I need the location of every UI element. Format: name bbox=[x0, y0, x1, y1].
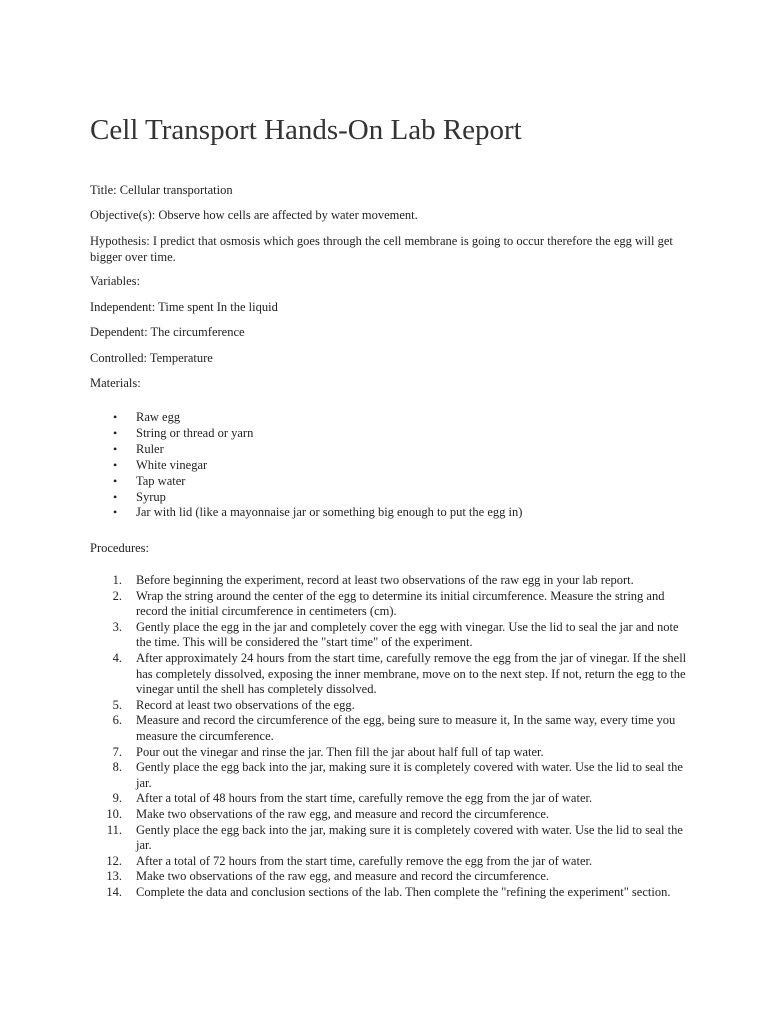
procedures-heading: Procedures: bbox=[90, 541, 150, 555]
material-label: White vinegar bbox=[136, 457, 208, 472]
list-item bbox=[90, 854, 690, 870]
list-item bbox=[90, 885, 690, 901]
step-text: Make two observations of the raw egg, and measure and record the circumference. bbox=[136, 869, 550, 884]
material-label: Tap water bbox=[136, 473, 186, 488]
list-item bbox=[90, 651, 690, 698]
list-item bbox=[90, 573, 690, 589]
list-item bbox=[90, 442, 690, 458]
list-item bbox=[90, 760, 690, 791]
list-item bbox=[90, 823, 690, 854]
independent-variable: Independent: Time spent In the liquid bbox=[90, 300, 278, 314]
step-number: 1. bbox=[112, 573, 122, 587]
objective-line: Objective(s): Observe how cells are affected by water movement. bbox=[90, 208, 418, 222]
step-text: After a total of 48 hours from the start time, carefully remove the egg from the jar of water. bbox=[136, 791, 593, 806]
material-label: Ruler bbox=[136, 441, 164, 456]
procedures-list bbox=[90, 573, 690, 900]
material-label: Jar with lid (like a mayonnaise jar or something big enough to put the egg in) bbox=[136, 505, 523, 520]
material-label: String or thread or yarn bbox=[136, 425, 254, 440]
step-text: Complete the data and conclusion sections of the lab. Then complete the "refining the experiment" section. bbox=[136, 884, 671, 899]
step-text: Gently place the egg in the jar and completely cover the egg with vinegar. Use the lid to seal the jar and note the time. This will be considered the "start time" of the experiment. bbox=[136, 619, 679, 650]
step-number: 7. bbox=[112, 744, 122, 759]
list-item bbox=[90, 458, 690, 474]
variables-heading: Variables: bbox=[90, 274, 140, 288]
step-number: 10. bbox=[106, 806, 122, 821]
list-item bbox=[90, 426, 690, 442]
step-number: 5. bbox=[112, 697, 122, 712]
step-number: 14. bbox=[106, 884, 122, 899]
hypothesis-paragraph: Hypothesis: I predict that osmosis which goes through the cell membrane is going to occur therefore the egg will get bigger over time. bbox=[90, 234, 673, 264]
step-number: 3. bbox=[112, 619, 122, 634]
list-item bbox=[90, 791, 690, 807]
step-number: 13. bbox=[106, 869, 122, 884]
list-item bbox=[90, 713, 690, 744]
dependent-variable: Dependent: The circumference bbox=[90, 325, 245, 339]
step-text: Gently place the egg back into the jar, making sure it is completely covered with water. Use the lid to seal the jar. bbox=[136, 760, 683, 790]
list-item bbox=[90, 589, 690, 620]
list-item bbox=[90, 505, 690, 521]
material-label: Raw egg bbox=[136, 410, 181, 424]
step-text: Pour out the vinegar and rinse the jar. Then fill the jar about half full of tap water. bbox=[136, 744, 544, 759]
list-item bbox=[90, 490, 690, 506]
list-item bbox=[90, 869, 690, 885]
step-text: Gently place the egg back into the jar, making sure it is completely covered with water. Use the lid to seal the jar. bbox=[136, 822, 683, 853]
step-number: 2. bbox=[112, 588, 122, 603]
step-number: 4. bbox=[112, 650, 122, 665]
step-text: Wrap the string around the center of the egg to determine its initial circumference. Measure the string and record the initial circumference in centimeters (cm). bbox=[136, 588, 665, 619]
step-number: 9. bbox=[112, 791, 122, 806]
list-item bbox=[90, 698, 690, 714]
list-item bbox=[90, 807, 690, 823]
step-text: After a total of 72 hours from the start time, carefully remove the egg from the jar of water. bbox=[136, 853, 593, 868]
step-text: Make two observations of the raw egg, and measure and record the circumference. bbox=[136, 806, 550, 821]
list-item bbox=[90, 410, 690, 426]
controlled-variable: Controlled: Temperature bbox=[90, 351, 213, 365]
list-item bbox=[90, 745, 690, 761]
list-item bbox=[90, 620, 690, 651]
list-item bbox=[90, 474, 690, 490]
step-number: 11. bbox=[106, 822, 122, 837]
step-number: 6. bbox=[112, 713, 122, 728]
step-text: Before beginning the experiment, record at least two observations of the raw egg in your lab report. bbox=[136, 573, 634, 587]
step-text: Measure and record the circumference of the egg, being sure to measure it, In the same way, every time you measure the circumference. bbox=[136, 713, 676, 743]
step-number: 12. bbox=[106, 853, 122, 868]
materials-heading: Materials: bbox=[90, 376, 141, 390]
report-title-line: Title: Cellular transportation bbox=[90, 183, 233, 197]
page-title: Cell Transport Hands-On Lab Report bbox=[90, 114, 522, 146]
materials-list bbox=[90, 410, 690, 521]
step-number: 8. bbox=[112, 760, 122, 775]
step-text: After approximately 24 hours from the start time, carefully remove the egg from the jar of vinegar. If the shell has completely dissolved, exposing the inner membrane, move on to the next step. If not, return the egg to the vinegar until the shell has completely dissolved. bbox=[136, 650, 687, 697]
step-text: Record at least two observations of the egg. bbox=[136, 697, 355, 712]
material-label: Syrup bbox=[136, 489, 166, 504]
